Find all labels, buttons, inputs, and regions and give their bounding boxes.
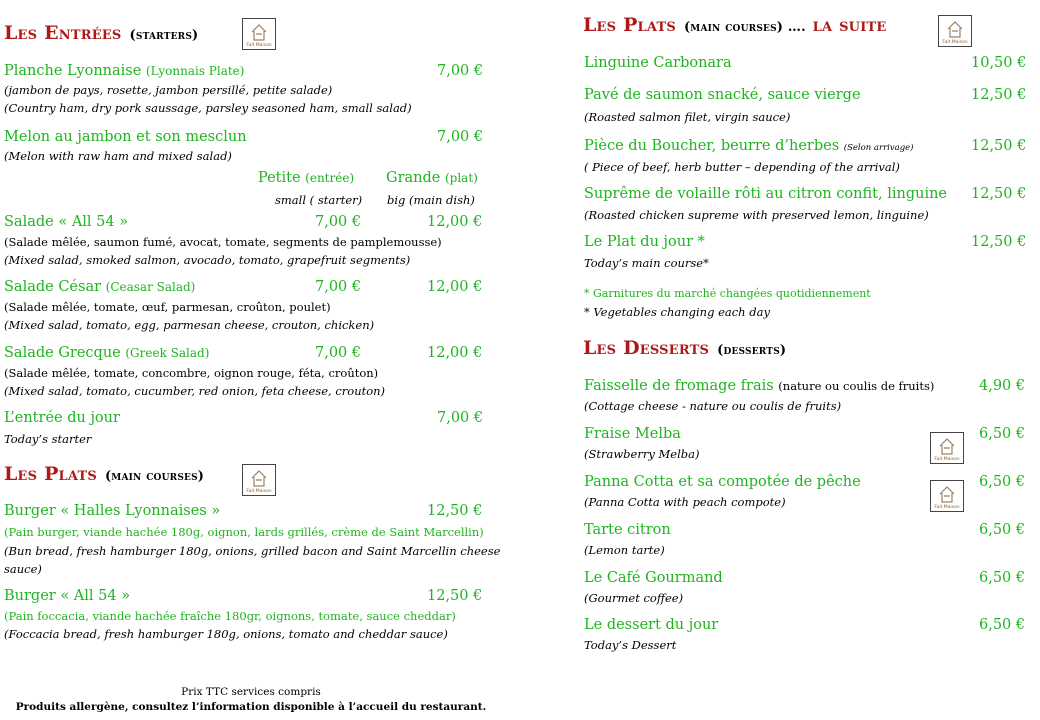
price-burger-all54: 12,50 € (427, 588, 483, 604)
dessert-cafe-gourmand: Le Café Gourmand (584, 570, 723, 586)
size-big: big (main dish) (387, 193, 475, 207)
desc-burger-halles-fr: (Pain burger, viande hachée 180g, oignon, lards grillés, crème de Saint Marcellin) (4, 525, 484, 539)
svg-text:Fait Maison: Fait Maison (942, 40, 968, 45)
price-cesar-big: 12,00 € (427, 279, 483, 295)
svg-text:Fait Maison: Fait Maison (246, 489, 272, 494)
fait-maison-logo (938, 15, 972, 47)
price-all54-big: 12,00 € (427, 214, 483, 230)
size-small: small ( starter) (275, 193, 363, 207)
desc-melba-en: (Strawberry Melba) (584, 447, 700, 461)
price-carbonara: 10,50 € (971, 55, 1027, 71)
price-grecque-big: 12,00 € (427, 345, 483, 361)
desc-cafe-en: (Gourmet coffee) (584, 591, 684, 605)
price-entree-du-jour: 7,00 € (437, 410, 484, 426)
desc-all54-fr: (Salade mêlée, saumon fumé, avocat, tomate, segments de pamplemousse) (4, 235, 442, 249)
desc-entree-du-jour: Today’s starter (4, 432, 92, 446)
desc-planche-en: (Country ham, dry pork saussage, parsley seasoned ham, small salad) (4, 101, 412, 115)
desc-all54-en: (Mixed salad, smoked salmon, avocado, tomato, grapefruit segments) (4, 253, 411, 267)
price-dessert-du-jour: 6,50 € (979, 617, 1026, 633)
garnish-note-fr: * Garnitures du marché changées quotidiennement (584, 287, 871, 300)
dessert-panna-cotta: Panna Cotta et sa compotée de pêche (584, 474, 861, 490)
house-icon (939, 16, 971, 46)
dish-planche-lyonnaise: Planche Lyonnaise (Lyonnais Plate) (4, 63, 245, 79)
fait-maison-logo (930, 480, 964, 512)
section-title-mains-suite: Les Plats (main courses) …. la suite (583, 14, 887, 36)
desc-saumon-en: (Roasted salmon filet, virgin sauce) (584, 110, 791, 124)
price-boucher: 12,50 € (971, 138, 1027, 154)
price-plat-du-jour: 12,50 € (971, 234, 1027, 250)
desc-plat-du-jour-en: Today’s main course* (584, 256, 709, 270)
dish-supreme-volaille: Suprême de volaille rôti au citron confit, linguine (584, 186, 948, 202)
svg-text:Fait Maison: Fait Maison (934, 505, 960, 510)
desc-volaille-en: (Roasted chicken supreme with preserved lemon, linguine) (584, 208, 929, 222)
size-grande: Grande (plat) (386, 170, 478, 186)
price-planche: 7,00 € (437, 63, 484, 79)
dish-burger-halles: Burger « Halles Lyonnaises » (4, 503, 221, 519)
house-icon (931, 481, 963, 511)
dish-pave-saumon: Pavé de saumon snacké, sauce vierge (584, 87, 861, 103)
svg-text:Fait Maison: Fait Maison (934, 457, 960, 462)
footer-prices: Prix TTC services compris (181, 686, 321, 698)
price-melba: 6,50 € (979, 426, 1026, 442)
desc-planche-fr: (jambon de pays, rosette, jambon persillé, petite salade) (4, 83, 333, 97)
desc-tarte-en: (Lemon tarte) (584, 543, 665, 557)
house-icon (243, 19, 275, 49)
price-saumon: 12,50 € (971, 87, 1027, 103)
price-cafe: 6,50 € (979, 570, 1026, 586)
price-all54-small: 7,00 € (315, 214, 362, 230)
dessert-fraise-melba: Fraise Melba (584, 426, 681, 442)
dish-plat-du-jour: Le Plat du jour * (584, 234, 705, 250)
desc-burger-all54-fr: (Pain foccacia, viande hachée fraîche 180gr, oignons, tomate, sauce cheddar) (4, 609, 456, 623)
price-volaille: 12,50 € (971, 186, 1027, 202)
dessert-du-jour: Le dessert du jour (584, 617, 719, 633)
price-grecque-small: 7,00 € (315, 345, 362, 361)
desc-cesar-en: (Mixed salad, tomato, egg, parmesan cheese, crouton, chicken) (4, 318, 375, 332)
desc-burger-halles-en: (Bun bread, fresh hamburger 180g, onions, grilled bacon and Saint Marcellin cheese (4, 544, 501, 558)
house-icon (243, 465, 275, 495)
price-burger-halles: 12,50 € (427, 503, 483, 519)
desc-burger-halles-en-2: sauce) (4, 562, 42, 576)
desc-burger-all54-en: (Foccacia bread, fresh hamburger 180g, onions, tomato and cheddar sauce) (4, 627, 448, 641)
dish-burger-all54: Burger « All 54 » (4, 588, 131, 604)
dish-entree-du-jour: L’entrée du jour (4, 410, 120, 426)
desc-grecque-en: (Mixed salad, tomato, cucumber, red onion, feta cheese, crouton) (4, 384, 386, 398)
desc-panna-en: (Panna Cotta with peach compote) (584, 495, 786, 509)
size-petite: Petite (entrée) (258, 170, 355, 186)
desc-dessert-du-jour-en: Today’s Dessert (584, 638, 677, 652)
price-tarte: 6,50 € (979, 522, 1026, 538)
desc-grecque-fr: (Salade mêlée, tomate, concombre, oignon rouge, féta, croûton) (4, 366, 379, 380)
desc-melon-en: (Melon with raw ham and mixed salad) (4, 149, 232, 163)
dessert-faisselle: Faisselle de fromage frais (nature ou coulis de fruits) (584, 378, 935, 394)
dish-salade-grecque: Salade Grecque (Greek Salad) (4, 345, 210, 361)
price-faisselle: 4,90 € (979, 378, 1026, 394)
price-cesar-small: 7,00 € (315, 279, 362, 295)
house-icon (931, 433, 963, 463)
desc-boucher-en: ( Piece of beef, herb butter – depending of the arrival) (584, 160, 900, 174)
dish-melon: Melon au jambon et son mesclun (4, 129, 247, 145)
dish-linguine-carbonara: Linguine Carbonara (584, 55, 732, 71)
price-melon: 7,00 € (437, 129, 484, 145)
dish-salade-all54: Salade « All 54 » (4, 214, 129, 230)
fait-maison-logo (930, 432, 964, 464)
desc-faisselle-en: (Cottage cheese - nature ou coulis de fruits) (584, 399, 842, 413)
dish-salade-cesar: Salade César (Ceasar Salad) (4, 279, 196, 295)
desc-cesar-fr: (Salade mêlée, tomate, œuf, parmesan, croûton, poulet) (4, 300, 331, 314)
section-title-mains: Les Plats (main courses) (4, 463, 205, 485)
fait-maison-logo (242, 464, 276, 496)
dish-piece-boucher: Pièce du Boucher, beurre d’herbes (Selon arrivage) (584, 138, 914, 154)
garnish-note-en: * Vegetables changing each day (584, 305, 770, 319)
footer-allergens: Produits allergène, consultez l’information disponible à l’accueil du restaurant. (15, 701, 487, 713)
section-title-starters: Les Entrées (starters) (4, 22, 199, 44)
section-title-desserts: Les Desserts (desserts) (583, 337, 787, 359)
dessert-tarte-citron: Tarte citron (584, 522, 671, 538)
price-panna: 6,50 € (979, 474, 1026, 490)
svg-text:Fait Maison: Fait Maison (246, 43, 272, 48)
fait-maison-logo (242, 18, 276, 50)
